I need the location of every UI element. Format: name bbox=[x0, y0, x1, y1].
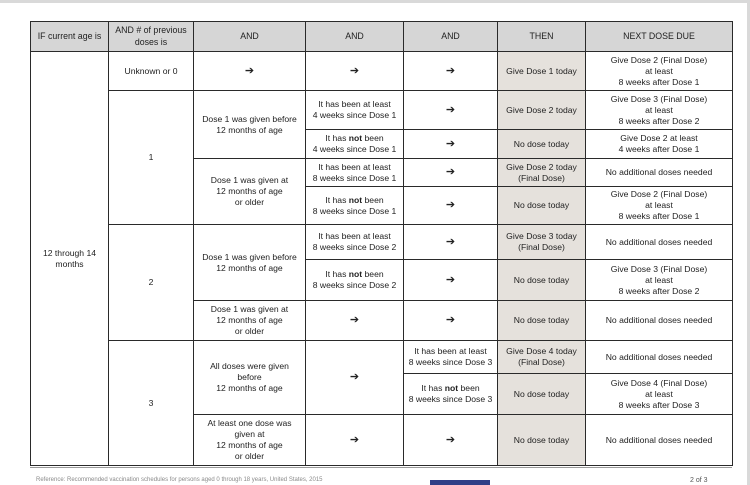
condition-line: 8 weeks since Dose 1 bbox=[312, 172, 397, 183]
next-line: at least bbox=[645, 200, 673, 210]
condition-line: At least one dose was bbox=[207, 418, 292, 428]
next-dose-cell bbox=[586, 130, 733, 159]
and1-cell bbox=[194, 91, 306, 159]
condition-line: or older bbox=[234, 197, 265, 207]
schedule-table bbox=[30, 21, 733, 466]
condition-line: or older bbox=[234, 451, 265, 461]
condition-line: 12 months of age bbox=[216, 186, 283, 196]
condition-line: given at bbox=[234, 429, 265, 439]
and3-cell bbox=[404, 374, 498, 415]
condition-line: 12 months of age bbox=[216, 383, 283, 393]
then-line: (Final Dose) bbox=[518, 357, 565, 367]
and3-cell bbox=[404, 341, 498, 374]
and2-cell bbox=[306, 225, 404, 260]
next-dose-cell: No additional doses needed bbox=[586, 415, 733, 466]
header-age: IF current age is bbox=[31, 22, 109, 52]
next-line: at least bbox=[645, 65, 673, 76]
then-line: Give Dose 3 today bbox=[506, 231, 577, 241]
footer-note: Reference: Recommended vaccination schedules for persons aged 0 through 18 years, United States, 2015 bbox=[36, 477, 323, 483]
prev-doses-cell: 2 bbox=[109, 225, 194, 341]
arrow-icon: ➔ bbox=[306, 52, 404, 91]
arrow-icon: ➔ bbox=[194, 52, 306, 91]
condition-text: been bbox=[362, 133, 384, 143]
then-cell: No dose today bbox=[498, 415, 586, 466]
arrow-icon: ➔ bbox=[404, 260, 498, 301]
arrow-icon: ➔ bbox=[404, 52, 498, 91]
condition-text: It has bbox=[325, 194, 349, 205]
then-cell: No dose today bbox=[498, 187, 586, 225]
prev-doses-cell: 1 bbox=[109, 91, 194, 225]
condition-line: Dose 1 was given before bbox=[202, 251, 297, 262]
condition-emphasis: not bbox=[348, 133, 363, 143]
footer-logo-bar bbox=[430, 480, 490, 485]
next-line: 8 weeks after Dose 2 bbox=[618, 115, 700, 126]
next-dose-cell bbox=[586, 187, 733, 225]
next-dose-cell: No additional doses needed bbox=[586, 225, 733, 260]
table-row bbox=[31, 91, 733, 130]
next-line: at least bbox=[645, 274, 673, 285]
header-and-3: AND bbox=[404, 22, 498, 52]
condition-emphasis: not bbox=[348, 194, 363, 205]
condition-line: 8 weeks since Dose 2 bbox=[312, 280, 397, 290]
arrow-icon: ➔ bbox=[404, 301, 498, 341]
next-line: at least bbox=[645, 388, 673, 399]
arrow-icon: ➔ bbox=[404, 91, 498, 130]
then-cell: No dose today bbox=[498, 260, 586, 301]
condition-line: Dose 1 was given at bbox=[210, 304, 289, 314]
then-line: (Final Dose) bbox=[518, 172, 565, 183]
and1-cell bbox=[194, 415, 306, 466]
next-dose-cell: No additional doses needed bbox=[586, 341, 733, 374]
condition-line: 8 weeks since Dose 1 bbox=[312, 205, 397, 216]
next-line: 4 weeks after Dose 1 bbox=[618, 144, 700, 154]
next-dose-cell: No additional doses needed bbox=[586, 159, 733, 187]
condition-line: It has been at least bbox=[318, 231, 391, 241]
table-row bbox=[31, 52, 733, 91]
arrow-icon: ➔ bbox=[404, 415, 498, 466]
arrow-icon: ➔ bbox=[404, 159, 498, 187]
header-and-2: AND bbox=[306, 22, 404, 52]
condition-text: been bbox=[362, 269, 384, 279]
condition-line: It has been at least bbox=[318, 99, 391, 109]
next-line: 8 weeks after Dose 1 bbox=[618, 76, 700, 87]
condition-line: 4 weeks since Dose 1 bbox=[312, 144, 397, 154]
and2-cell bbox=[306, 187, 404, 225]
condition-text: It has bbox=[325, 269, 349, 279]
next-dose-cell bbox=[586, 52, 733, 91]
next-dose-cell bbox=[586, 91, 733, 130]
condition-line: 12 months of age bbox=[216, 262, 283, 273]
condition-line: Dose 1 was given at bbox=[210, 175, 289, 185]
header-and-1: AND bbox=[194, 22, 306, 52]
then-cell bbox=[498, 341, 586, 374]
and2-cell bbox=[306, 159, 404, 187]
and2-cell bbox=[306, 91, 404, 130]
table-row bbox=[31, 341, 733, 374]
condition-text: It has bbox=[421, 383, 445, 393]
and1-cell bbox=[194, 225, 306, 301]
next-line: 8 weeks after Dose 3 bbox=[618, 399, 700, 410]
condition-line: 12 months of age bbox=[216, 124, 283, 135]
page-number: 2 of 3 bbox=[690, 477, 708, 484]
then-line: Give Dose 4 today bbox=[506, 346, 577, 356]
table-row bbox=[31, 225, 733, 260]
condition-line: 8 weeks since Dose 3 bbox=[408, 394, 493, 404]
top-edge bbox=[0, 0, 750, 3]
then-cell: Give Dose 1 today bbox=[498, 52, 586, 91]
next-line: Give Dose 2 at least bbox=[620, 133, 698, 143]
condition-line: 12 months of age bbox=[216, 440, 283, 450]
next-line: Give Dose 2 (Final Dose) bbox=[610, 54, 708, 65]
condition-emphasis: not bbox=[444, 383, 459, 393]
header-next-dose: NEXT DOSE DUE bbox=[586, 22, 733, 52]
condition-line: All doses were given bbox=[210, 361, 289, 371]
header-then: THEN bbox=[498, 22, 586, 52]
next-dose-cell bbox=[586, 260, 733, 301]
header-row bbox=[31, 22, 733, 52]
condition-emphasis: not bbox=[348, 269, 363, 279]
condition-line: 12 months of age bbox=[216, 315, 283, 325]
then-cell: No dose today bbox=[498, 374, 586, 415]
next-line: Give Dose 3 (Final Dose) bbox=[610, 263, 708, 274]
next-line: Give Dose 3 (Final Dose) bbox=[610, 93, 708, 104]
condition-line: 4 weeks since Dose 1 bbox=[312, 110, 397, 120]
and2-cell bbox=[306, 130, 404, 159]
condition-line: It has been at least bbox=[414, 346, 487, 356]
next-line: at least bbox=[645, 104, 673, 115]
condition-line: 8 weeks since Dose 2 bbox=[312, 242, 397, 252]
arrow-icon: ➔ bbox=[306, 341, 404, 415]
condition-line: 8 weeks since Dose 3 bbox=[408, 357, 493, 367]
arrow-icon: ➔ bbox=[404, 187, 498, 225]
and1-cell bbox=[194, 159, 306, 225]
then-cell: No dose today bbox=[498, 130, 586, 159]
then-line: (Final Dose) bbox=[518, 242, 565, 252]
condition-line: Dose 1 was given before bbox=[202, 113, 297, 124]
header-prev-doses: AND # of previous doses is bbox=[109, 22, 194, 52]
and1-cell bbox=[194, 301, 306, 341]
condition-text: It has bbox=[325, 133, 349, 143]
next-dose-cell bbox=[586, 374, 733, 415]
prev-doses-cell: Unknown or 0 bbox=[109, 52, 194, 91]
and2-cell bbox=[306, 260, 404, 301]
next-dose-cell: No additional doses needed bbox=[586, 301, 733, 341]
next-line: 8 weeks after Dose 1 bbox=[618, 211, 700, 221]
condition-text: been bbox=[362, 194, 384, 205]
age-cell: 12 through 14 months bbox=[31, 52, 109, 466]
next-line: Give Dose 2 (Final Dose) bbox=[610, 189, 708, 199]
prev-doses-cell: 3 bbox=[109, 341, 194, 466]
then-cell: No dose today bbox=[498, 301, 586, 341]
condition-line: or older bbox=[234, 326, 265, 336]
then-cell bbox=[498, 159, 586, 187]
then-line: Give Dose 2 today bbox=[506, 161, 577, 172]
then-cell: Give Dose 2 today bbox=[498, 91, 586, 130]
condition-line: It has been at least bbox=[318, 161, 391, 172]
arrow-icon: ➔ bbox=[306, 301, 404, 341]
condition-text: been bbox=[458, 383, 480, 393]
next-line: Give Dose 4 (Final Dose) bbox=[610, 377, 708, 388]
arrow-icon: ➔ bbox=[404, 130, 498, 159]
footer-divider bbox=[30, 467, 732, 468]
then-cell bbox=[498, 225, 586, 260]
and1-cell bbox=[194, 341, 306, 415]
arrow-icon: ➔ bbox=[404, 225, 498, 260]
condition-line: before bbox=[237, 372, 262, 382]
next-line: 8 weeks after Dose 2 bbox=[618, 285, 700, 296]
arrow-icon: ➔ bbox=[306, 415, 404, 466]
